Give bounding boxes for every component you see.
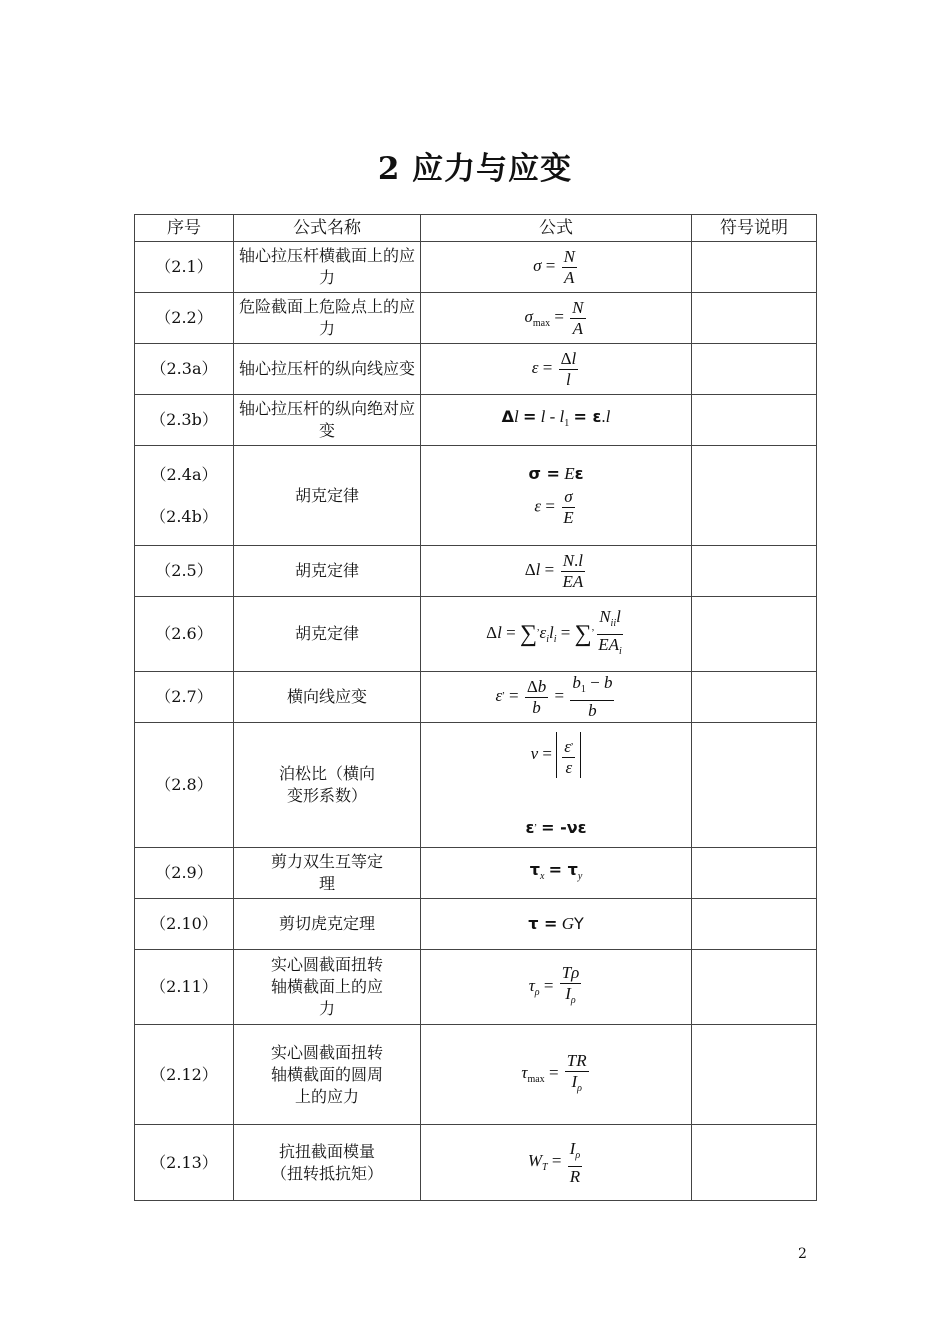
table-row — [135, 395, 817, 446]
row-number: （2.7） — [135, 672, 234, 723]
row-number: （2.10） — [135, 899, 234, 950]
row-number-a: （2.4a） — [150, 464, 218, 484]
symbol-note-cell — [692, 344, 817, 395]
symbol-note-cell — [692, 546, 817, 597]
formula: τ = GY — [528, 914, 584, 933]
formula-name: 抗扭截面模量（扭转抵抗矩） — [234, 1125, 421, 1201]
table-row — [135, 293, 817, 344]
formula: $\tau_x = \tau_y$ — [529, 859, 583, 882]
formula-name: 危险截面上危险点上的应力 — [234, 293, 421, 344]
header-formula: 公式 — [421, 215, 692, 242]
table-row — [135, 546, 817, 597]
table-row — [135, 446, 817, 546]
row-number: （2.8） — [135, 723, 234, 848]
formula-cell — [421, 950, 692, 1025]
symbol-note-cell — [692, 723, 817, 848]
formula-table — [134, 214, 817, 1201]
row-number: （2.13） — [135, 1125, 234, 1201]
symbol-note-cell — [692, 242, 817, 293]
header-no: 序号 — [135, 215, 234, 242]
table-row — [135, 597, 817, 672]
formula-name: 胡克定律 — [234, 597, 421, 672]
row-number: （2.5） — [135, 546, 234, 597]
formula-cell — [421, 848, 692, 899]
symbol-note-cell — [692, 597, 817, 672]
table-row — [135, 1025, 817, 1125]
formula-cell — [421, 446, 692, 546]
formula-name: 实心圆截面扭转轴横截面上的应力 — [234, 950, 421, 1025]
formula-cell — [421, 546, 692, 597]
page-number: 2 — [798, 1246, 807, 1262]
symbol-note-cell — [692, 950, 817, 1025]
row-number: （2.9） — [135, 848, 234, 899]
formula-name: 横向线应变 — [234, 672, 421, 723]
formula-name: 胡克定律 — [234, 446, 421, 546]
row-number: （2.6） — [135, 597, 234, 672]
row-number: （2.11） — [135, 950, 234, 1025]
symbol-note-cell — [692, 848, 817, 899]
row-number: （2.2） — [135, 293, 234, 344]
formula-name: 剪切虎克定理 — [234, 899, 421, 950]
table-row — [135, 242, 817, 293]
symbol-note-cell — [692, 1025, 817, 1125]
formula: ε = $\frac{\Delta l}{l}$ — [531, 348, 577, 389]
formula: $\sigma_{max}$ = $\frac{N}{A}$ — [524, 297, 584, 338]
formula-name: 胡克定律 — [234, 546, 421, 597]
formula-cell — [421, 1025, 692, 1125]
row-number: （2.1） — [135, 242, 234, 293]
table-row — [135, 344, 817, 395]
formula-cell — [421, 899, 692, 950]
formula-cell — [421, 672, 692, 723]
formula: $\tau_{max}$ = $\frac{TR}{I_\rho}$ — [521, 1050, 587, 1094]
formula-cell — [421, 395, 692, 446]
formula-a: σ = Eε — [528, 464, 584, 483]
formula: Δl = $\frac{N.l}{EA}$ — [524, 550, 584, 591]
table-row — [135, 723, 817, 848]
formula: $\tau_\rho$ = $\frac{T\rho}{I_\rho}$ — [528, 963, 580, 1006]
formula: σ = $\frac{N}{A}$ — [533, 246, 575, 287]
table-row — [135, 1125, 817, 1201]
formula: $\Delta l = l - l_1 = \varepsilon.l$ — [501, 406, 611, 429]
formula-a: ν = $\frac{\varepsilon^,}{\varepsilon}$ — [531, 732, 582, 778]
symbol-note-cell — [692, 899, 817, 950]
formula-cell — [421, 723, 692, 848]
row-number-b: （2.4b） — [150, 506, 218, 526]
symbol-note-cell — [692, 395, 817, 446]
formula-b: ε, = -νε — [525, 816, 587, 837]
formula-cell — [421, 242, 692, 293]
table-row — [135, 950, 817, 1025]
row-number: （2.12） — [135, 1025, 234, 1125]
formula-cell — [421, 293, 692, 344]
formula-name: 轴心拉压杆横截面上的应力 — [234, 242, 421, 293]
header-name: 公式名称 — [234, 215, 421, 242]
symbol-note-cell — [692, 293, 817, 344]
symbol-note-cell — [692, 1125, 817, 1201]
table-row — [135, 899, 817, 950]
row-number: （2.3b） — [135, 395, 234, 446]
formula-name: 轴心拉压杆的纵向绝对应变 — [234, 395, 421, 446]
row-number: （2.3a） — [135, 344, 234, 395]
formula-cell — [421, 597, 692, 672]
row-number — [135, 446, 234, 546]
formula: $\Delta l = \sum^,\varepsilon_il_i = \sum^,$ $\frac{N_{ii}l}{EA_i}$ — [486, 606, 622, 657]
formula: ε, = $\frac{\Delta b}{b}$ = $\frac{b_1 - b}{b}$ — [495, 673, 613, 720]
formula-b: ε = $\frac{\sigma}{E}$ — [534, 487, 574, 527]
table-row — [135, 672, 817, 723]
formula-name: 实心圆截面扭转轴横截面的圆周上的应力 — [234, 1025, 421, 1125]
formula-name: 泊松比（横向变形系数） — [234, 723, 421, 848]
table-header-row — [135, 215, 817, 242]
formula-name: 轴心拉压杆的纵向线应变 — [234, 344, 421, 395]
formula-cell — [421, 344, 692, 395]
formula-cell — [421, 1125, 692, 1201]
header-note: 符号说明 — [692, 215, 817, 242]
table-row — [135, 848, 817, 899]
formula-name: 剪力双生互等定理 — [234, 848, 421, 899]
formula: $W_T$ = $\frac{I_\rho}{R}$ — [527, 1138, 581, 1186]
symbol-note-cell — [692, 672, 817, 723]
page-title: 2 应力与应变 — [377, 151, 573, 187]
symbol-note-cell — [692, 446, 817, 546]
